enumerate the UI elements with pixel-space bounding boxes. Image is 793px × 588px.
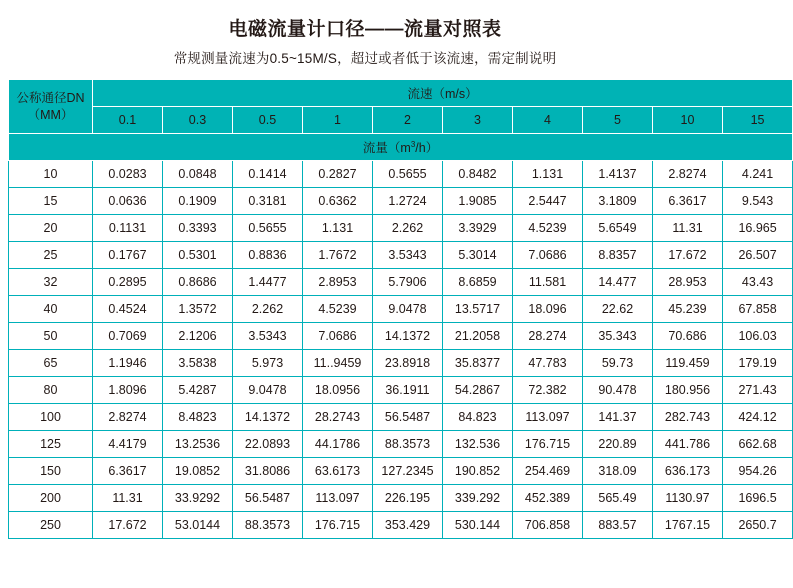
table-row xyxy=(9,485,793,512)
cell: 0.1909 xyxy=(163,188,233,215)
header-speed-0: 0.1 xyxy=(93,107,163,134)
cell: 271.43 xyxy=(723,377,793,404)
cell: 1.8096 xyxy=(93,377,163,404)
cell: 1.7672 xyxy=(303,242,373,269)
flow-reference-table xyxy=(8,79,793,539)
cell: 35.343 xyxy=(583,323,653,350)
cell: 14.1372 xyxy=(373,323,443,350)
cell: 90.478 xyxy=(583,377,653,404)
cell: 72.382 xyxy=(513,377,583,404)
cell: 662.68 xyxy=(723,431,793,458)
table-row xyxy=(9,296,793,323)
header-speed-group: 流速（m/s） xyxy=(93,80,793,107)
row-dn: 40 xyxy=(9,296,93,323)
cell: 88.3573 xyxy=(373,431,443,458)
cell: 4.241 xyxy=(723,161,793,188)
cell: 0.1767 xyxy=(93,242,163,269)
cell: 7.0686 xyxy=(513,242,583,269)
cell: 11..9459 xyxy=(303,350,373,377)
cell: 3.5838 xyxy=(163,350,233,377)
cell: 0.0636 xyxy=(93,188,163,215)
row-dn: 65 xyxy=(9,350,93,377)
cell: 3.3929 xyxy=(443,215,513,242)
header-flow-sup: 3 xyxy=(410,139,416,149)
cell: 176.715 xyxy=(513,431,583,458)
cell: 441.786 xyxy=(653,431,723,458)
table-row xyxy=(9,458,793,485)
cell: 28.2743 xyxy=(303,404,373,431)
cell: 11.581 xyxy=(513,269,583,296)
cell: 18.096 xyxy=(513,296,583,323)
cell: 424.12 xyxy=(723,404,793,431)
cell: 56.5487 xyxy=(233,485,303,512)
cell: 9.0478 xyxy=(233,377,303,404)
cell: 6.3617 xyxy=(93,458,163,485)
cell: 2.8953 xyxy=(303,269,373,296)
cell: 22.0893 xyxy=(233,431,303,458)
cell: 2.1206 xyxy=(163,323,233,350)
cell: 88.3573 xyxy=(233,512,303,539)
cell: 9.0478 xyxy=(373,296,443,323)
cell: 11.31 xyxy=(653,215,723,242)
header-flow-group xyxy=(9,134,793,161)
table-head xyxy=(9,80,793,161)
cell: 4.5239 xyxy=(513,215,583,242)
table-row xyxy=(9,161,793,188)
cell: 5.3014 xyxy=(443,242,513,269)
cell: 282.743 xyxy=(653,404,723,431)
cell: 132.536 xyxy=(443,431,513,458)
cell: 9.543 xyxy=(723,188,793,215)
cell: 14.477 xyxy=(583,269,653,296)
cell: 0.2827 xyxy=(303,161,373,188)
cell: 13.2536 xyxy=(163,431,233,458)
header-speed-1: 0.3 xyxy=(163,107,233,134)
header-dn-line1: 公称通径DN xyxy=(16,90,85,105)
table-row xyxy=(9,269,793,296)
cell: 113.097 xyxy=(513,404,583,431)
cell: 28.953 xyxy=(653,269,723,296)
cell: 1696.5 xyxy=(723,485,793,512)
row-dn: 250 xyxy=(9,512,93,539)
cell: 63.6173 xyxy=(303,458,373,485)
header-speed-6: 4 xyxy=(513,107,583,134)
cell: 1.2724 xyxy=(373,188,443,215)
row-dn: 32 xyxy=(9,269,93,296)
cell: 8.8357 xyxy=(583,242,653,269)
cell: 84.823 xyxy=(443,404,513,431)
cell: 5.4287 xyxy=(163,377,233,404)
cell: 0.6362 xyxy=(303,188,373,215)
cell: 883.57 xyxy=(583,512,653,539)
cell: 70.686 xyxy=(653,323,723,350)
cell: 1.131 xyxy=(303,215,373,242)
cell: 4.5239 xyxy=(303,296,373,323)
cell: 33.9292 xyxy=(163,485,233,512)
header-speed-5: 3 xyxy=(443,107,513,134)
cell: 0.7069 xyxy=(93,323,163,350)
cell: 113.097 xyxy=(303,485,373,512)
cell: 141.37 xyxy=(583,404,653,431)
cell: 54.2867 xyxy=(443,377,513,404)
table-body xyxy=(9,161,793,539)
cell: 3.5343 xyxy=(373,242,443,269)
table-row xyxy=(9,323,793,350)
cell: 53.0144 xyxy=(163,512,233,539)
cell: 7.0686 xyxy=(303,323,373,350)
cell: 0.8836 xyxy=(233,242,303,269)
cell: 2.262 xyxy=(373,215,443,242)
header-dn-cell xyxy=(9,80,93,134)
header-flow-suffix: /h） xyxy=(415,141,439,155)
cell: 67.858 xyxy=(723,296,793,323)
cell: 43.43 xyxy=(723,269,793,296)
page-title: 电磁流量计口径——流量对照表 xyxy=(228,19,502,40)
table-row xyxy=(9,377,793,404)
header-speed-4: 2 xyxy=(373,107,443,134)
cell: 26.507 xyxy=(723,242,793,269)
cell: 176.715 xyxy=(303,512,373,539)
cell: 180.956 xyxy=(653,377,723,404)
cell: 3.5343 xyxy=(233,323,303,350)
cell: 339.292 xyxy=(443,485,513,512)
cell: 56.5487 xyxy=(373,404,443,431)
cell: 452.389 xyxy=(513,485,583,512)
row-dn: 20 xyxy=(9,215,93,242)
cell: 190.852 xyxy=(443,458,513,485)
cell: 11.31 xyxy=(93,485,163,512)
cell: 127.2345 xyxy=(373,458,443,485)
cell: 1767.15 xyxy=(653,512,723,539)
cell: 18.0956 xyxy=(303,377,373,404)
header-speed-7: 5 xyxy=(583,107,653,134)
row-dn: 15 xyxy=(9,188,93,215)
header-speed-3: 1 xyxy=(303,107,373,134)
cell: 5.973 xyxy=(233,350,303,377)
row-dn: 150 xyxy=(9,458,93,485)
cell: 0.0848 xyxy=(163,161,233,188)
table-row xyxy=(9,512,793,539)
cell: 706.858 xyxy=(513,512,583,539)
table-row xyxy=(9,242,793,269)
cell: 16.965 xyxy=(723,215,793,242)
cell: 220.89 xyxy=(583,431,653,458)
cell: 954.26 xyxy=(723,458,793,485)
header-dn-line2: （MM） xyxy=(27,107,74,122)
row-dn: 10 xyxy=(9,161,93,188)
cell: 5.7906 xyxy=(373,269,443,296)
cell: 0.8482 xyxy=(443,161,513,188)
cell: 8.6859 xyxy=(443,269,513,296)
cell: 636.173 xyxy=(653,458,723,485)
cell: 254.469 xyxy=(513,458,583,485)
table-row xyxy=(9,188,793,215)
cell: 4.4179 xyxy=(93,431,163,458)
cell: 0.1131 xyxy=(93,215,163,242)
header-speed-9: 15 xyxy=(723,107,793,134)
cell: 1130.97 xyxy=(653,485,723,512)
table-row xyxy=(9,431,793,458)
cell: 2.5447 xyxy=(513,188,583,215)
cell: 35.8377 xyxy=(443,350,513,377)
row-dn: 80 xyxy=(9,377,93,404)
cell: 106.03 xyxy=(723,323,793,350)
cell: 23.8918 xyxy=(373,350,443,377)
cell: 21.2058 xyxy=(443,323,513,350)
cell: 17.672 xyxy=(653,242,723,269)
cell: 565.49 xyxy=(583,485,653,512)
cell: 31.8086 xyxy=(233,458,303,485)
cell: 13.5717 xyxy=(443,296,513,323)
cell: 36.1911 xyxy=(373,377,443,404)
cell: 59.73 xyxy=(583,350,653,377)
cell: 0.1414 xyxy=(233,161,303,188)
cell: 47.783 xyxy=(513,350,583,377)
cell: 2.8274 xyxy=(653,161,723,188)
cell: 0.3181 xyxy=(233,188,303,215)
header-speed-2: 0.5 xyxy=(233,107,303,134)
cell: 8.4823 xyxy=(163,404,233,431)
table-row xyxy=(9,350,793,377)
cell: 0.8686 xyxy=(163,269,233,296)
cell: 0.5655 xyxy=(233,215,303,242)
cell: 0.2895 xyxy=(93,269,163,296)
cell: 179.19 xyxy=(723,350,793,377)
cell: 45.239 xyxy=(653,296,723,323)
header-row-speed-group xyxy=(9,80,793,107)
cell: 0.4524 xyxy=(93,296,163,323)
cell: 2.262 xyxy=(233,296,303,323)
cell: 1.131 xyxy=(513,161,583,188)
cell: 28.274 xyxy=(513,323,583,350)
header-speed-8: 10 xyxy=(653,107,723,134)
cell: 1.4477 xyxy=(233,269,303,296)
cell: 353.429 xyxy=(373,512,443,539)
cell: 22.62 xyxy=(583,296,653,323)
header-row-speed-values xyxy=(9,107,793,134)
cell: 2.8274 xyxy=(93,404,163,431)
row-dn: 100 xyxy=(9,404,93,431)
cell: 1.9085 xyxy=(443,188,513,215)
row-dn: 125 xyxy=(9,431,93,458)
cell: 1.3572 xyxy=(163,296,233,323)
cell: 44.1786 xyxy=(303,431,373,458)
cell: 2650.7 xyxy=(723,512,793,539)
cell: 226.195 xyxy=(373,485,443,512)
table-row xyxy=(9,215,793,242)
cell: 14.1372 xyxy=(233,404,303,431)
cell: 530.144 xyxy=(443,512,513,539)
cell: 0.3393 xyxy=(163,215,233,242)
page-subtitle: 常规测量流速为0.5~15M/S，超过或者低于该流速，需定制说明 xyxy=(173,51,557,66)
row-dn: 200 xyxy=(9,485,93,512)
cell: 318.09 xyxy=(583,458,653,485)
row-dn: 25 xyxy=(9,242,93,269)
cell: 6.3617 xyxy=(653,188,723,215)
cell: 17.672 xyxy=(93,512,163,539)
header-row-flow-group xyxy=(9,134,793,161)
cell: 119.459 xyxy=(653,350,723,377)
cell: 1.4137 xyxy=(583,161,653,188)
row-dn: 50 xyxy=(9,323,93,350)
cell: 5.6549 xyxy=(583,215,653,242)
cell: 0.5655 xyxy=(373,161,443,188)
header-flow-prefix: 流量（m xyxy=(362,141,411,155)
cell: 1.1946 xyxy=(93,350,163,377)
cell: 19.0852 xyxy=(163,458,233,485)
cell: 0.5301 xyxy=(163,242,233,269)
cell: 0.0283 xyxy=(93,161,163,188)
table-row xyxy=(9,404,793,431)
cell: 3.1809 xyxy=(583,188,653,215)
